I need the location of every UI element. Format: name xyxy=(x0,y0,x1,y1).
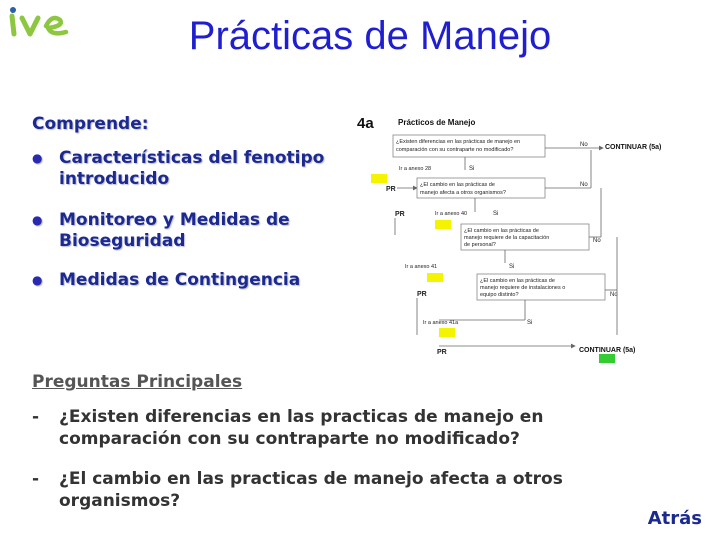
diagram-number: 4a xyxy=(357,115,374,132)
pr-label: PR xyxy=(417,291,427,298)
si-label: Si xyxy=(527,320,533,326)
anexo-label: Ir a anexo 41a xyxy=(423,320,459,326)
question-text-3: ¿El cambio en las prácticas de manejo requiere de la capacitación de personal? xyxy=(464,228,550,248)
question-text: ¿El cambio en las practicas de manejo afecta a otros organismos? xyxy=(59,469,563,511)
dash-marker: - xyxy=(32,469,40,489)
no-label: No xyxy=(593,238,601,244)
questions-heading: Preguntas Principales xyxy=(32,372,243,392)
question-item xyxy=(32,406,592,450)
yellow-box xyxy=(371,174,387,183)
anexo-label: Ir a anexo 40 xyxy=(435,211,468,217)
pr-label: PR xyxy=(395,211,405,218)
anexo-label: Ir a anexo 41 xyxy=(405,264,438,270)
bullet-item xyxy=(32,270,332,291)
question-text: ¿Existen diferencias en las practicas de manejo en comparación con su contraparte no modificado? xyxy=(59,407,544,449)
page-title: Prácticas de Manejo xyxy=(188,14,552,58)
question-text-4: ¿El cambio en las prácticas de manejo requiere de instalaciones o equipo distinto? xyxy=(480,278,566,298)
continuar-label-2: CONTINUAR (5a) xyxy=(579,347,636,354)
no-label: No xyxy=(610,292,618,298)
bullet-icon: ● xyxy=(32,151,43,165)
si-label: Si xyxy=(469,166,475,172)
bullet-text: Monitoreo y Medidas de Bioseguridad xyxy=(59,210,290,251)
pr-label: PR xyxy=(437,349,447,356)
yellow-box xyxy=(435,220,451,229)
back-link[interactable]: Atrás xyxy=(647,508,702,529)
diagram-title: Prácticos de Manejo xyxy=(398,118,476,127)
flow-diagram xyxy=(355,110,695,372)
green-box xyxy=(599,354,615,363)
yellow-box xyxy=(439,328,455,337)
no-label: No xyxy=(580,182,588,188)
continuar-label-1: CONTINUAR (5a) xyxy=(605,144,662,151)
bullet-item xyxy=(32,210,332,252)
bullet-text: Características del fenotipo introducido xyxy=(59,148,325,189)
anexo-label: Ir a anexo 28 xyxy=(399,166,432,172)
question-item xyxy=(32,468,592,512)
section-heading: Comprende: xyxy=(32,114,149,134)
bullet-item xyxy=(32,148,352,190)
pr-label: PR xyxy=(386,186,396,193)
no-label: No xyxy=(580,142,588,148)
question-text-2: ¿El cambio en las prácticas de manejo afecta a otros organismos? xyxy=(420,182,506,196)
si-label: Si xyxy=(493,211,499,217)
bullet-text: Medidas de Contingencia xyxy=(59,270,301,290)
bullet-icon: ● xyxy=(32,273,43,287)
bullet-icon: ● xyxy=(32,213,43,227)
dash-marker: - xyxy=(32,407,40,427)
question-text-1: ¿Existen diferencias en las prácticas de manejo en comparación con su contraparte no modificado? xyxy=(396,139,521,153)
si-label: Si xyxy=(509,264,515,270)
yellow-box xyxy=(427,273,443,282)
